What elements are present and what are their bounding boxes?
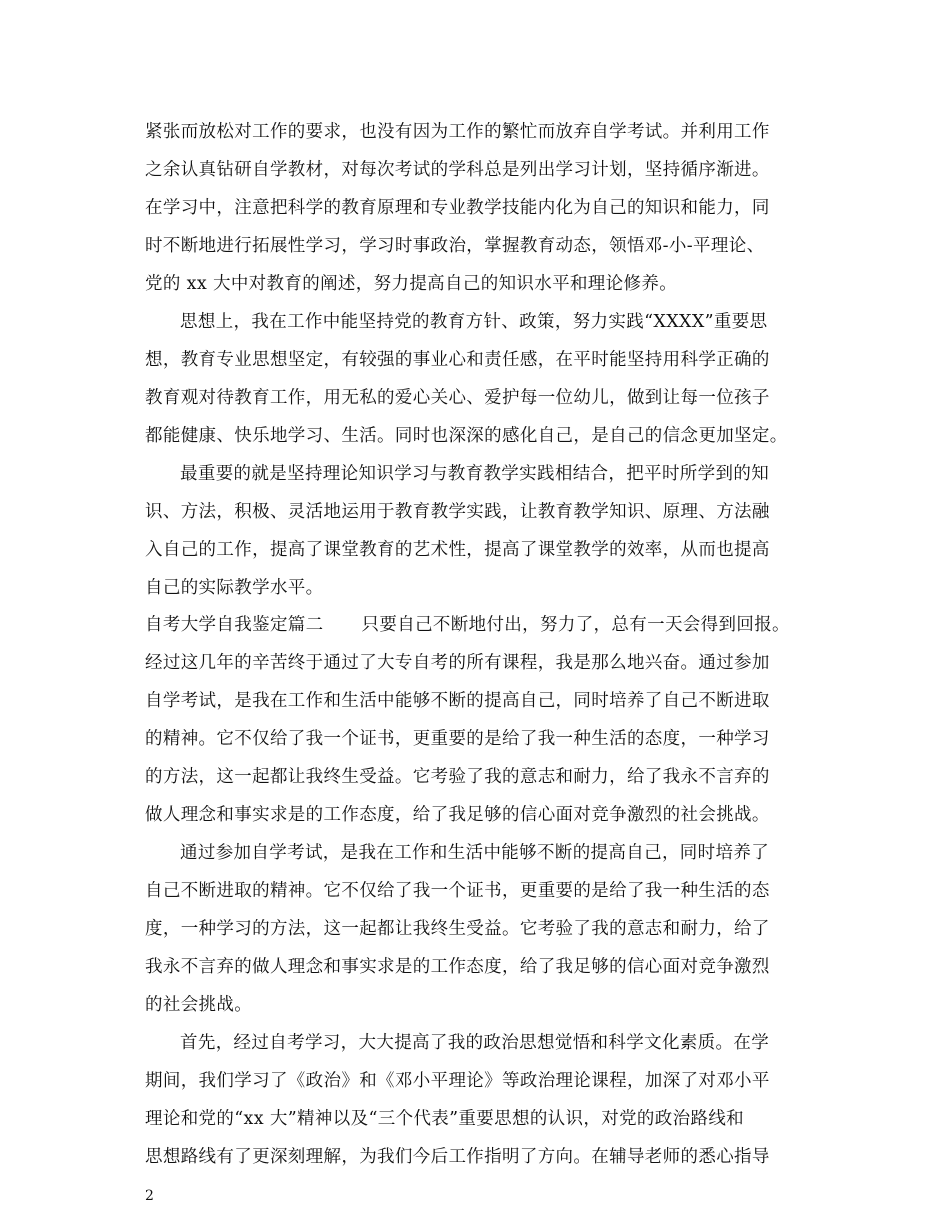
text-line: 期间，我们学习了《政治》和《邓小平理论》等政治理论课程，加深了对邓小平: [145, 1071, 770, 1091]
text-line: 识、方法，积极、灵活地运用于教育教学实践，让教育教学知识、原理、方法融: [145, 502, 770, 522]
text-line: 理论和党的“xx 大”精神以及“三个代表”重要思想的认识，对党的政治路线和: [145, 1109, 745, 1129]
text-line: 之余认真钻研自学教材，对每次考试的学科总是列出学习计划，坚持循序渐进。: [145, 160, 770, 180]
text-line: 的精神。它不仅给了我一个证书，更重要的是给了我一种生活的态度，一种学习: [145, 729, 770, 749]
text-line: 度，一种学习的方法，这一起都让我终生受益。它考验了我的意志和耐力，给了: [145, 919, 770, 939]
text-line: 想，教育专业思想坚定，有较强的事业心和责任感，在平时能坚持用科学正确的: [145, 350, 770, 370]
text-line: 首先，经过自考学习，大大提高了我的政治思想觉悟和科学文化素质。在学: [180, 1033, 770, 1053]
text-line: 的方法，这一起都让我终生受益。它考验了我的意志和耐力，给了我永不言弃的: [145, 767, 770, 787]
text-line: 做人理念和事实求是的工作态度，给了我足够的信心面对竞争激烈的社会挑战。: [145, 805, 770, 825]
text-line: 最重要的就是坚持理论知识学习与教育教学实践相结合，把平时所学到的知: [180, 464, 770, 484]
text-line: 思想路线有了更深刻理解，为我们今后工作指明了方向。在辅导老师的悉心指导: [145, 1147, 770, 1167]
section-heading-line: [145, 613, 790, 637]
text-line: 我永不言弃的做人理念和事实求是的工作态度，给了我足够的信心面对竞争激烈: [145, 957, 770, 977]
text-line: 只要自己不断地付出，努力了，总有一天会得到回报。: [361, 615, 790, 635]
text-line: 思想上，我在工作中能坚持党的教育方针、政策，努力实践“XXXX”重要思: [180, 312, 768, 332]
text-line: 的社会挑战。: [145, 995, 253, 1015]
text-line: 自己的实际教学水平。: [145, 578, 324, 598]
text-line: 都能健康、快乐地学习、生活。同时也深深的感化自己，是自己的信念更加坚定。: [145, 426, 788, 446]
text-line: 教育观对待教育工作，用无私的爱心关心、爱护每一位幼儿，做到让每一位孩子: [145, 388, 770, 408]
section-heading: 自考大学自我鉴定篇二: [145, 615, 324, 635]
text-line: 紧张而放松对工作的要求，也没有因为工作的繁忙而放弃自学考试。并利用工作: [145, 122, 770, 142]
text-line: 党的 xx 大中对教育的阐述，努力提高自己的知识水平和理论修养。: [145, 274, 678, 294]
text-line: 自己不断进取的精神。它不仅给了我一个证书，更重要的是给了我一种生活的态: [145, 881, 770, 901]
text-line: 经过这几年的辛苦终于通过了大专自考的所有课程，我是那么地兴奋。通过参加: [145, 653, 770, 673]
page-number: 2: [145, 1188, 154, 1204]
text-line: 通过参加自学考试，是我在工作和生活中能够不断的提高自己，同时培养了: [180, 843, 770, 863]
text-line: 自学考试，是我在工作和生活中能够不断的提高自己，同时培养了自己不断进取: [145, 691, 770, 711]
text-line: 在学习中，注意把科学的教育原理和专业教学技能内化为自己的知识和能力，同: [145, 198, 770, 218]
text-line: 入自己的工作，提高了课堂教育的艺术性，提高了课堂教学的效率，从而也提高: [145, 540, 770, 560]
text-line: 时不断地进行拓展性学习，学习时事政治，掌握教育动态，领悟邓-小-平理论、: [145, 236, 765, 256]
